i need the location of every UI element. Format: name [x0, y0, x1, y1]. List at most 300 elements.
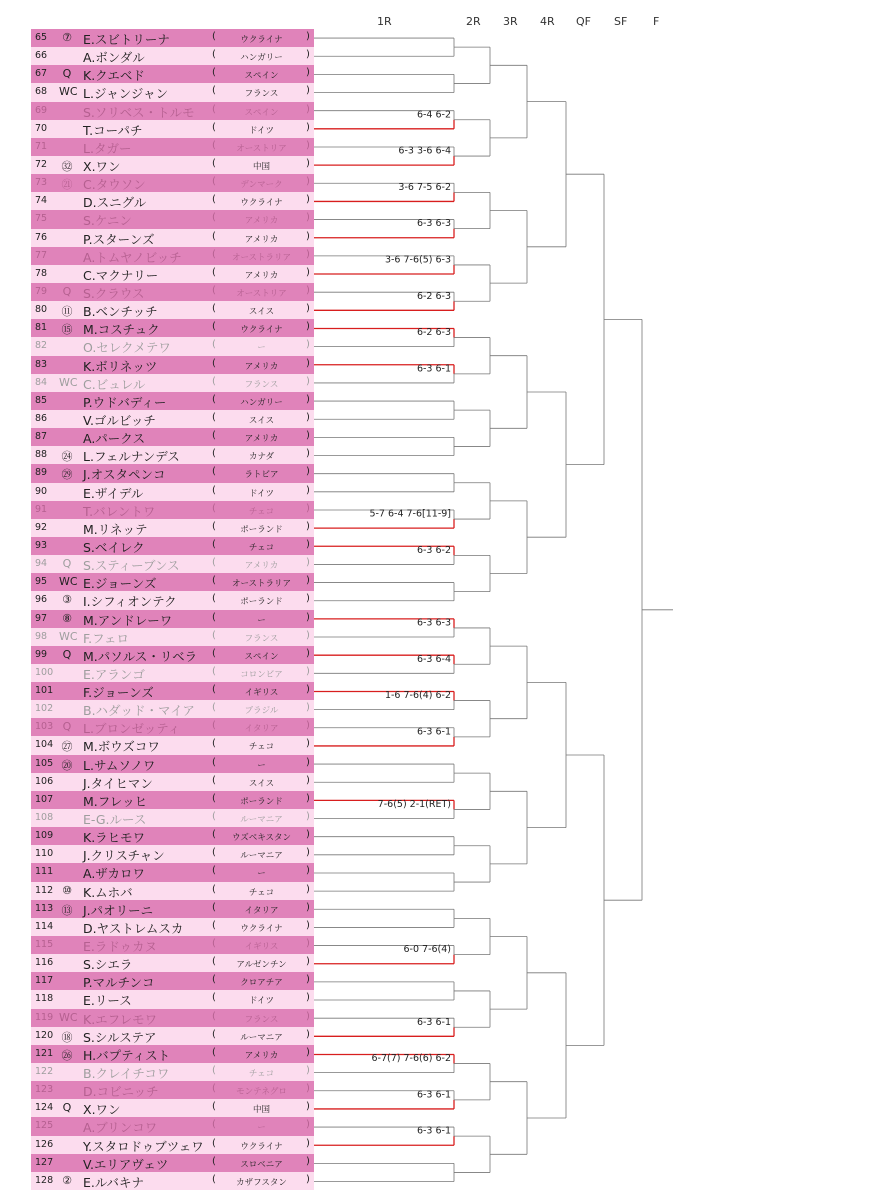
player-name: K.ムホバ: [83, 884, 133, 900]
player-name: V.エリアヴェツ: [83, 1156, 169, 1172]
paren-close: ): [306, 357, 310, 369]
paren-close: ): [306, 938, 310, 950]
player-seed: ⑩: [62, 883, 72, 897]
paren-open: (: [212, 1083, 216, 1095]
player-country: アメリカ: [244, 234, 279, 245]
player-country: 中国: [252, 1105, 270, 1116]
paren-open: (: [212, 176, 216, 188]
player-country: スロベニア: [240, 1159, 283, 1170]
paren-open: (: [212, 738, 216, 750]
paren-close: ): [306, 557, 310, 569]
paren-close: ): [306, 1155, 310, 1167]
paren-close: ): [306, 974, 310, 986]
paren-close: ): [306, 1173, 310, 1185]
player-name: X.ワン: [83, 1102, 121, 1118]
round-header-3r: 3R: [503, 15, 518, 28]
player-country: フランス: [244, 379, 279, 390]
match-score: 6-3 6-1: [416, 1089, 451, 1101]
player-country: チェコ: [248, 742, 275, 753]
paren-open: (: [212, 248, 216, 260]
player-country: アメリカ: [244, 270, 279, 281]
player-name: M.フレッヒ: [83, 793, 148, 809]
player-country: ー: [257, 615, 266, 626]
paren-close: ): [306, 1046, 310, 1058]
paren-open: (: [212, 1046, 216, 1058]
player-number: 120: [35, 1029, 54, 1041]
match-score: 6-3 6-1: [416, 1016, 451, 1028]
paren-close: ): [306, 248, 310, 260]
paren-open: (: [212, 974, 216, 986]
paren-close: ): [306, 139, 310, 151]
paren-close: ): [306, 375, 310, 387]
player-name: E.リース: [83, 993, 132, 1009]
player-number: 69: [35, 104, 48, 116]
player-country: ー: [257, 760, 266, 771]
player-country: カナダ: [248, 452, 275, 463]
player-number: 93: [35, 539, 48, 551]
paren-open: (: [212, 593, 216, 605]
paren-open: (: [212, 829, 216, 841]
player-name: C.ビュレル: [83, 376, 146, 392]
player-country: ウクライナ: [240, 1141, 283, 1152]
player-number: 118: [35, 993, 54, 1005]
player-seed: Q: [62, 67, 72, 81]
player-seed: Q: [62, 720, 72, 734]
match-score: 3-6 7-5 6-2: [398, 181, 451, 193]
player-country: チェコ: [248, 542, 275, 553]
player-seed: ⑬: [61, 903, 73, 917]
round-header-4r: 4R: [540, 15, 555, 28]
player-name: E.ラドゥカヌ: [83, 939, 158, 955]
player-number: 82: [35, 340, 48, 352]
match-score: 6-2 6-3: [416, 290, 451, 302]
paren-open: (: [212, 792, 216, 804]
paren-close: ): [306, 466, 310, 478]
player-seed: ⑧: [62, 611, 72, 625]
paren-close: ): [306, 31, 310, 42]
player-number: 76: [35, 231, 48, 243]
player-number: 84: [35, 376, 48, 388]
paren-open: (: [212, 67, 216, 79]
paren-open: (: [212, 883, 216, 895]
paren-close: ): [306, 230, 310, 242]
player-number: 110: [35, 848, 54, 860]
player-seed: ⑦: [62, 31, 72, 44]
player-number: 106: [35, 775, 54, 787]
paren-open: (: [212, 31, 216, 42]
player-number: 121: [35, 1047, 54, 1059]
player-country: ルーマニア: [240, 1032, 283, 1043]
player-country: アメリカ: [244, 361, 279, 372]
paren-open: (: [212, 720, 216, 732]
player-country: コロンビア: [240, 669, 283, 680]
paren-open: (: [212, 865, 216, 877]
player-country: ー: [257, 869, 266, 880]
paren-open: (: [212, 1137, 216, 1149]
player-seed: ㉖: [61, 1048, 73, 1062]
paren-open: (: [212, 992, 216, 1004]
paren-open: (: [212, 466, 216, 478]
player-number: 74: [35, 195, 48, 207]
player-name: E-G.ルース: [83, 812, 147, 828]
match-score: 7-6(5) 2-1(RET): [377, 798, 451, 810]
player-country: ハンガリー: [240, 53, 283, 64]
player-number: 126: [35, 1138, 54, 1150]
player-country: ラトビア: [244, 470, 279, 481]
paren-open: (: [212, 756, 216, 768]
paren-close: ): [306, 411, 310, 423]
player-name: S.クラウス: [83, 285, 145, 301]
player-name: E.スビトリーナ: [83, 32, 170, 47]
player-number: 105: [35, 757, 54, 769]
paren-open: (: [212, 339, 216, 351]
player-name: O.セレクメテワ: [83, 340, 171, 356]
player-country: チェコ: [248, 887, 275, 898]
player-country: オーストラリア: [231, 252, 292, 263]
player-number: 108: [35, 812, 54, 824]
paren-close: ): [306, 647, 310, 659]
player-country: チェコ: [248, 506, 275, 517]
paren-close: ): [306, 611, 310, 623]
paren-open: (: [212, 321, 216, 333]
player-number: 127: [35, 1156, 54, 1168]
player-country: アメリカ: [244, 216, 279, 227]
player-name: L.ブロンゼッティ: [83, 721, 181, 737]
player-country: ウクライナ: [240, 923, 283, 934]
paren-close: ): [306, 67, 310, 79]
player-number: 79: [35, 285, 48, 297]
player-country: スイス: [248, 778, 275, 789]
player-number: 83: [35, 358, 48, 370]
paren-open: (: [212, 1101, 216, 1113]
player-name: B.ベンチッチ: [83, 304, 158, 320]
player-country: イタリア: [244, 905, 279, 916]
player-number: 65: [35, 32, 48, 43]
paren-close: ): [306, 1010, 310, 1022]
paren-close: ): [306, 593, 310, 605]
player-number: 81: [35, 322, 48, 334]
player-number: 114: [35, 920, 54, 932]
player-name: E.ジョーンズ: [83, 576, 157, 592]
player-name: V.ゴルビッチ: [83, 412, 156, 428]
player-country: クロアチア: [240, 978, 283, 989]
player-country: ドイツ: [248, 996, 275, 1007]
paren-close: ): [306, 811, 310, 823]
player-number: 115: [35, 939, 54, 951]
paren-open: (: [212, 1155, 216, 1167]
player-name: E.ルバキナ: [83, 1174, 144, 1190]
paren-close: ): [306, 430, 310, 442]
match-score: 6-7(7) 7-6(6) 6-2: [371, 1053, 451, 1065]
paren-close: ): [306, 829, 310, 841]
player-name: B.クレイチコワ: [83, 1066, 170, 1082]
player-country: ブラジル: [244, 706, 279, 717]
player-name: S.シエラ: [83, 957, 133, 973]
player-name: L.タガー: [83, 140, 132, 156]
paren-close: ): [306, 756, 310, 768]
paren-close: ): [306, 847, 310, 859]
player-name: S.ソリベス・トルモ: [83, 104, 195, 120]
match-score: 6-3 6-1: [416, 363, 451, 375]
paren-close: ): [306, 720, 310, 732]
match-score: 6-3 6-2: [416, 544, 451, 556]
player-number: 125: [35, 1120, 54, 1132]
player-number: 112: [35, 884, 54, 896]
paren-close: ): [306, 1083, 310, 1095]
player-name: J.クリスチャン: [83, 848, 165, 864]
player-seed: ⑳: [61, 758, 73, 772]
paren-close: ): [306, 919, 310, 931]
player-number: 103: [35, 721, 54, 733]
player-name: E.ザイデル: [83, 485, 144, 501]
player-name: S.スティーブンス: [83, 558, 180, 574]
paren-close: ): [306, 212, 310, 224]
paren-open: (: [212, 647, 216, 659]
paren-close: ): [306, 484, 310, 496]
player-number: 77: [35, 249, 48, 261]
player-country: ウズベキスタン: [231, 833, 292, 844]
paren-close: ): [306, 1101, 310, 1113]
player-number: 92: [35, 521, 48, 533]
player-number: 91: [35, 503, 48, 515]
paren-close: ): [306, 1065, 310, 1077]
paren-open: (: [212, 502, 216, 514]
player-name: F.ジョーンズ: [83, 685, 154, 701]
player-country: オーストリア: [236, 143, 287, 154]
player-number: 111: [35, 866, 54, 878]
match-score: 6-2 6-3: [416, 327, 451, 339]
player-country: アメリカ: [244, 561, 279, 572]
paren-open: (: [212, 956, 216, 968]
player-seed: ㉜: [61, 159, 73, 173]
player-number: 78: [35, 267, 48, 279]
player-country: ウクライナ: [240, 198, 283, 209]
player-country: ウクライナ: [240, 325, 283, 336]
player-seed: Q: [62, 1101, 72, 1115]
player-name: S.シルステア: [83, 1029, 157, 1045]
player-name: M.リネッテ: [83, 521, 148, 537]
player-number: 68: [35, 86, 48, 98]
player-number: 67: [35, 68, 48, 80]
player-name: C.マクナリー: [83, 267, 159, 283]
player-name: D.コビニッチ: [83, 1084, 159, 1100]
paren-close: ): [306, 992, 310, 1004]
paren-close: ): [306, 85, 310, 97]
player-name: T.コーパチ: [83, 122, 143, 138]
paren-close: ): [306, 865, 310, 877]
player-number: 113: [35, 902, 54, 914]
player-name: I.シフィオンテク: [83, 594, 177, 610]
player-number: 109: [35, 830, 54, 842]
player-number: 100: [35, 666, 54, 678]
player-name: K.ラヒモワ: [83, 830, 146, 846]
player-country: スペイン: [244, 651, 279, 662]
player-name: M.パソルス・リベラ: [83, 648, 198, 664]
player-name: A.トムヤノビッチ: [83, 249, 182, 265]
player-seed: Q: [62, 557, 72, 571]
player-country: モンテネグロ: [236, 1087, 287, 1098]
player-number: 88: [35, 449, 48, 461]
paren-open: (: [212, 194, 216, 206]
player-number: 104: [35, 739, 54, 751]
paren-open: (: [212, 484, 216, 496]
player-name: J.パオリーニ: [83, 902, 154, 918]
paren-close: ): [306, 194, 310, 206]
player-name: M.アンドレーワ: [83, 612, 173, 628]
paren-open: (: [212, 230, 216, 242]
paren-open: (: [212, 411, 216, 423]
match-score: 6-3 3-6 6-4: [398, 145, 451, 157]
player-country: アメリカ: [244, 434, 279, 445]
player-seed: ㉑: [61, 178, 73, 192]
player-country: スイス: [248, 415, 275, 426]
paren-close: ): [306, 266, 310, 278]
player-seed: ⑪: [61, 305, 73, 319]
paren-open: (: [212, 520, 216, 532]
player-country: イギリス: [244, 688, 279, 699]
player-country: オーストリア: [236, 288, 287, 299]
player-name: T.バレントワ: [83, 503, 156, 519]
player-number: 86: [35, 412, 48, 424]
paren-close: ): [306, 956, 310, 968]
player-number: 116: [35, 957, 54, 969]
player-seed: ③: [62, 593, 72, 607]
player-name: K.クエベド: [83, 68, 145, 84]
match-score: 6-3 6-3: [416, 617, 451, 629]
paren-close: ): [306, 665, 310, 677]
player-country: アルゼンチン: [236, 960, 287, 971]
player-name: A.ブリンコワ: [83, 1120, 158, 1136]
paren-close: ): [306, 538, 310, 550]
player-country: ルーマニア: [240, 851, 283, 862]
paren-open: (: [212, 1173, 216, 1185]
match-score: 6-3 6-1: [416, 726, 451, 738]
paren-close: ): [306, 1028, 310, 1040]
player-country: フランス: [244, 89, 279, 100]
player-name: M.コスチュク: [83, 322, 160, 338]
paren-open: (: [212, 629, 216, 641]
player-seed: WC: [59, 375, 78, 389]
paren-close: ): [306, 103, 310, 115]
paren-open: (: [212, 103, 216, 115]
player-country: デンマーク: [240, 180, 283, 191]
paren-open: (: [212, 393, 216, 405]
player-number: 122: [35, 1066, 54, 1078]
paren-open: (: [212, 811, 216, 823]
paren-open: (: [212, 1119, 216, 1131]
player-country: ルーマニア: [240, 815, 283, 826]
player-seed: ㉔: [61, 450, 73, 464]
player-number: 98: [35, 630, 48, 642]
round-header-2r: 2R: [466, 15, 481, 28]
player-seed: WC: [59, 1010, 78, 1024]
paren-open: (: [212, 284, 216, 296]
player-number: 87: [35, 431, 48, 443]
player-number: 89: [35, 467, 48, 479]
player-number: 119: [35, 1011, 54, 1023]
match-score: 6-0 7-6(4): [403, 944, 451, 956]
player-number: 102: [35, 703, 54, 715]
player-seed: ⑱: [61, 1030, 73, 1044]
match-score: 3-6 7-6(5) 6-3: [384, 254, 451, 266]
player-seed: ②: [62, 1173, 72, 1187]
player-name: C.タウソン: [83, 177, 146, 193]
player-country: イギリス: [244, 942, 279, 953]
paren-open: (: [212, 375, 216, 387]
match-score: 6-3 6-3: [416, 218, 451, 230]
paren-open: (: [212, 121, 216, 133]
player-name: X.ワン: [83, 158, 121, 174]
paren-close: ): [306, 1119, 310, 1131]
player-seed: ㉗: [61, 740, 73, 754]
round-header-1r: 1R: [377, 15, 392, 28]
player-country: オーストラリア: [231, 579, 292, 590]
player-country: イタリア: [244, 724, 279, 735]
paren-close: ): [306, 321, 310, 333]
paren-open: (: [212, 575, 216, 587]
paren-open: (: [212, 139, 216, 151]
paren-close: ): [306, 738, 310, 750]
player-number: 97: [35, 612, 48, 624]
player-country: スイス: [248, 307, 275, 318]
player-name: A.ボンダル: [83, 50, 145, 66]
paren-open: (: [212, 847, 216, 859]
player-name: K.ボリネッツ: [83, 358, 158, 374]
player-name: A.パークス: [83, 431, 146, 447]
paren-open: (: [212, 611, 216, 623]
player-name: F.フェロ: [83, 630, 130, 646]
paren-close: ): [306, 393, 310, 405]
player-number: 96: [35, 594, 48, 606]
paren-open: (: [212, 212, 216, 224]
match-score: 5-7 6-4 7-6[11-9]: [369, 508, 451, 520]
paren-open: (: [212, 266, 216, 278]
player-country: ー: [257, 1123, 266, 1134]
paren-open: (: [212, 157, 216, 169]
match-score: 6-3 6-4: [416, 653, 451, 665]
paren-close: ): [306, 901, 310, 913]
paren-open: (: [212, 448, 216, 460]
player-number: 101: [35, 685, 54, 697]
player-country: ポーランド: [240, 524, 283, 535]
paren-close: ): [306, 774, 310, 786]
paren-open: (: [212, 702, 216, 714]
player-number: 95: [35, 576, 48, 588]
player-seed: Q: [62, 647, 72, 661]
player-number: 117: [35, 975, 54, 987]
player-number: 72: [35, 158, 48, 170]
player-name: D.スニグル: [83, 195, 147, 211]
paren-open: (: [212, 357, 216, 369]
paren-open: (: [212, 557, 216, 569]
player-number: 75: [35, 213, 48, 225]
paren-close: ): [306, 157, 310, 169]
paren-close: ): [306, 792, 310, 804]
player-country: ウクライナ: [240, 35, 283, 45]
paren-open: (: [212, 538, 216, 550]
player-number: 107: [35, 793, 54, 805]
paren-close: ): [306, 339, 310, 351]
player-number: 128: [35, 1174, 54, 1186]
player-name: S.ケニン: [83, 213, 132, 229]
paren-open: (: [212, 49, 216, 61]
player-name: L.サムソノワ: [83, 757, 156, 773]
player-number: 66: [35, 50, 48, 62]
player-country: スペイン: [244, 71, 279, 82]
player-country: フランス: [244, 1014, 279, 1025]
player-seed: WC: [59, 85, 78, 99]
player-name: P.ウドバディー: [83, 394, 167, 410]
